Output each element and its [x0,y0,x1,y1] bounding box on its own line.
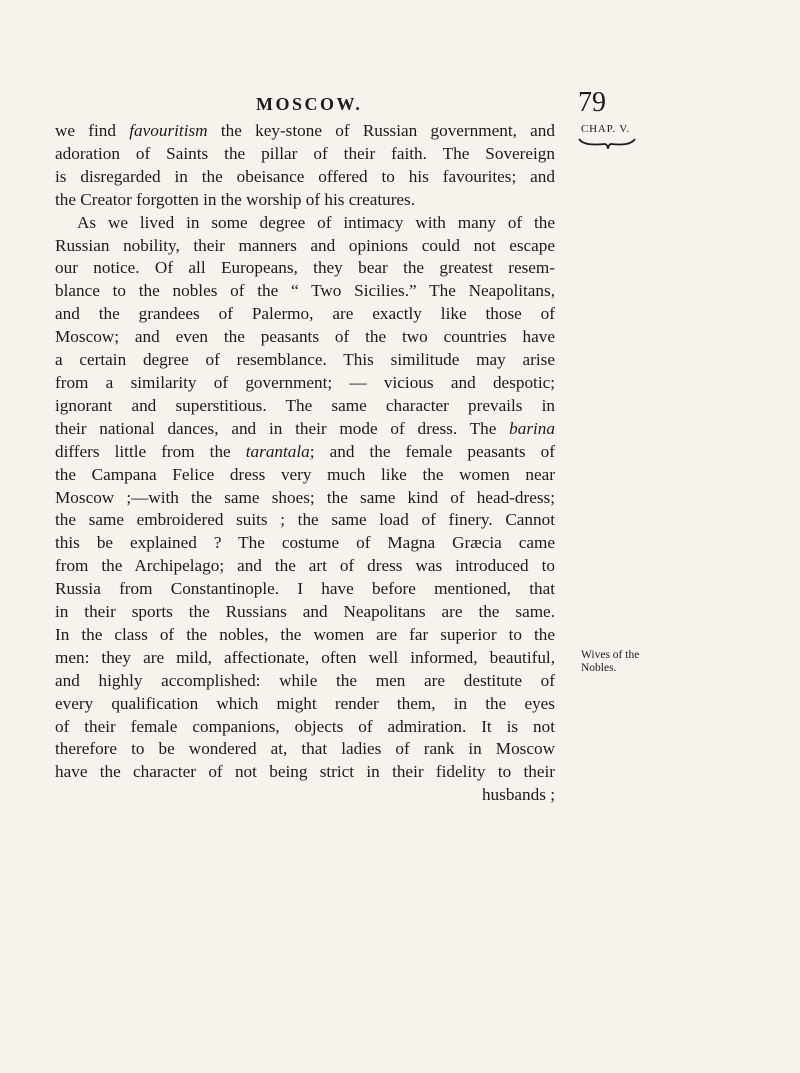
text-line: their national dances, and in their mode of dress. The barina [55,418,555,438]
text-line: of their female companions, objects of admiration. It is not [55,716,555,736]
text-line: therefore to be wondered at, that ladies of rank in Moscow [55,739,555,759]
text-line: we find favouritism the key-stone of Russian government, and [55,121,555,140]
text-line: men: they are mild, affectionate, often well informed, beautiful, [55,647,555,667]
italic-word-tarantala: tarantala [245,441,310,461]
text-line: the same embroidered suits ; the same load of finery. Cannot [55,510,555,530]
text-line: is disregarded in the obeisance offered to his favourites; and [55,166,555,186]
text-line: from the Archipelago; and the art of dress was introduced to [55,556,555,576]
text-line: our notice. Of all Europeans, they bear the greatest resem- [55,258,555,278]
running-title: MOSCOW. [256,94,363,114]
catchword: husbands ; [481,785,555,805]
text-line: As we lived in some degree of intimacy with many of the [77,212,555,232]
page-number: 79 [578,87,606,118]
text-line: adoration of Saints the pillar of their faith. The Sovereign [55,143,555,163]
chapter-brace-ornament [577,137,637,149]
text-line: ignorant and superstitious. The same character prevails in [55,395,555,415]
chapter-marginal-label: CHAP. V. [581,123,631,135]
body-text [55,120,555,807]
text-line: from a similarity of government; — vicious and despotic; [55,372,555,392]
text-line: in their sports the Russians and Neapolitans are the same. [55,602,555,622]
text-line: and highly accomplished: while the men are destitute of [55,670,555,690]
text-line: In the class of the nobles, the women are far superior to the [55,624,555,644]
text-line: Russian nobility, their manners and opinions could not escape [55,235,555,255]
text-line: Russia from Constantinople. I have before mentioned, that [55,579,555,599]
text-line: blance to the nobles of the “ Two Sicilies.” The Neapolitans, [55,281,555,301]
text-line: Moscow; and even the peasants of the two countries have [55,327,555,347]
text-line: the Campana Felice dress very much like the women near [55,464,555,484]
text-line: a certain degree of resemblance. This similitude may arise [55,350,555,370]
italic-word-favouritism: favouritism [129,121,208,140]
margin-note-line: Wives of the [581,649,640,661]
text-line: differs little from the tarantala; and the female peasants of [55,441,556,461]
text-line: and the grandees of Palermo, are exactly like those of [55,304,555,324]
text-line: this be explained ? The costume of Magna Græcia came [55,533,555,553]
margin-note-line: Nobles. [581,662,617,674]
text-line: the Creator forgotten in the worship of his creatures. [55,189,416,209]
text-line: Moscow ;—with the same shoes; the same kind of head-dress; [55,487,555,507]
margin-note-wives-of-nobles [581,649,661,675]
italic-word-barina: barina [509,418,555,438]
text-line: have the character of not being strict in their fidelity to their [55,762,555,782]
text-line: every qualification which might render them, in the eyes [55,693,555,713]
